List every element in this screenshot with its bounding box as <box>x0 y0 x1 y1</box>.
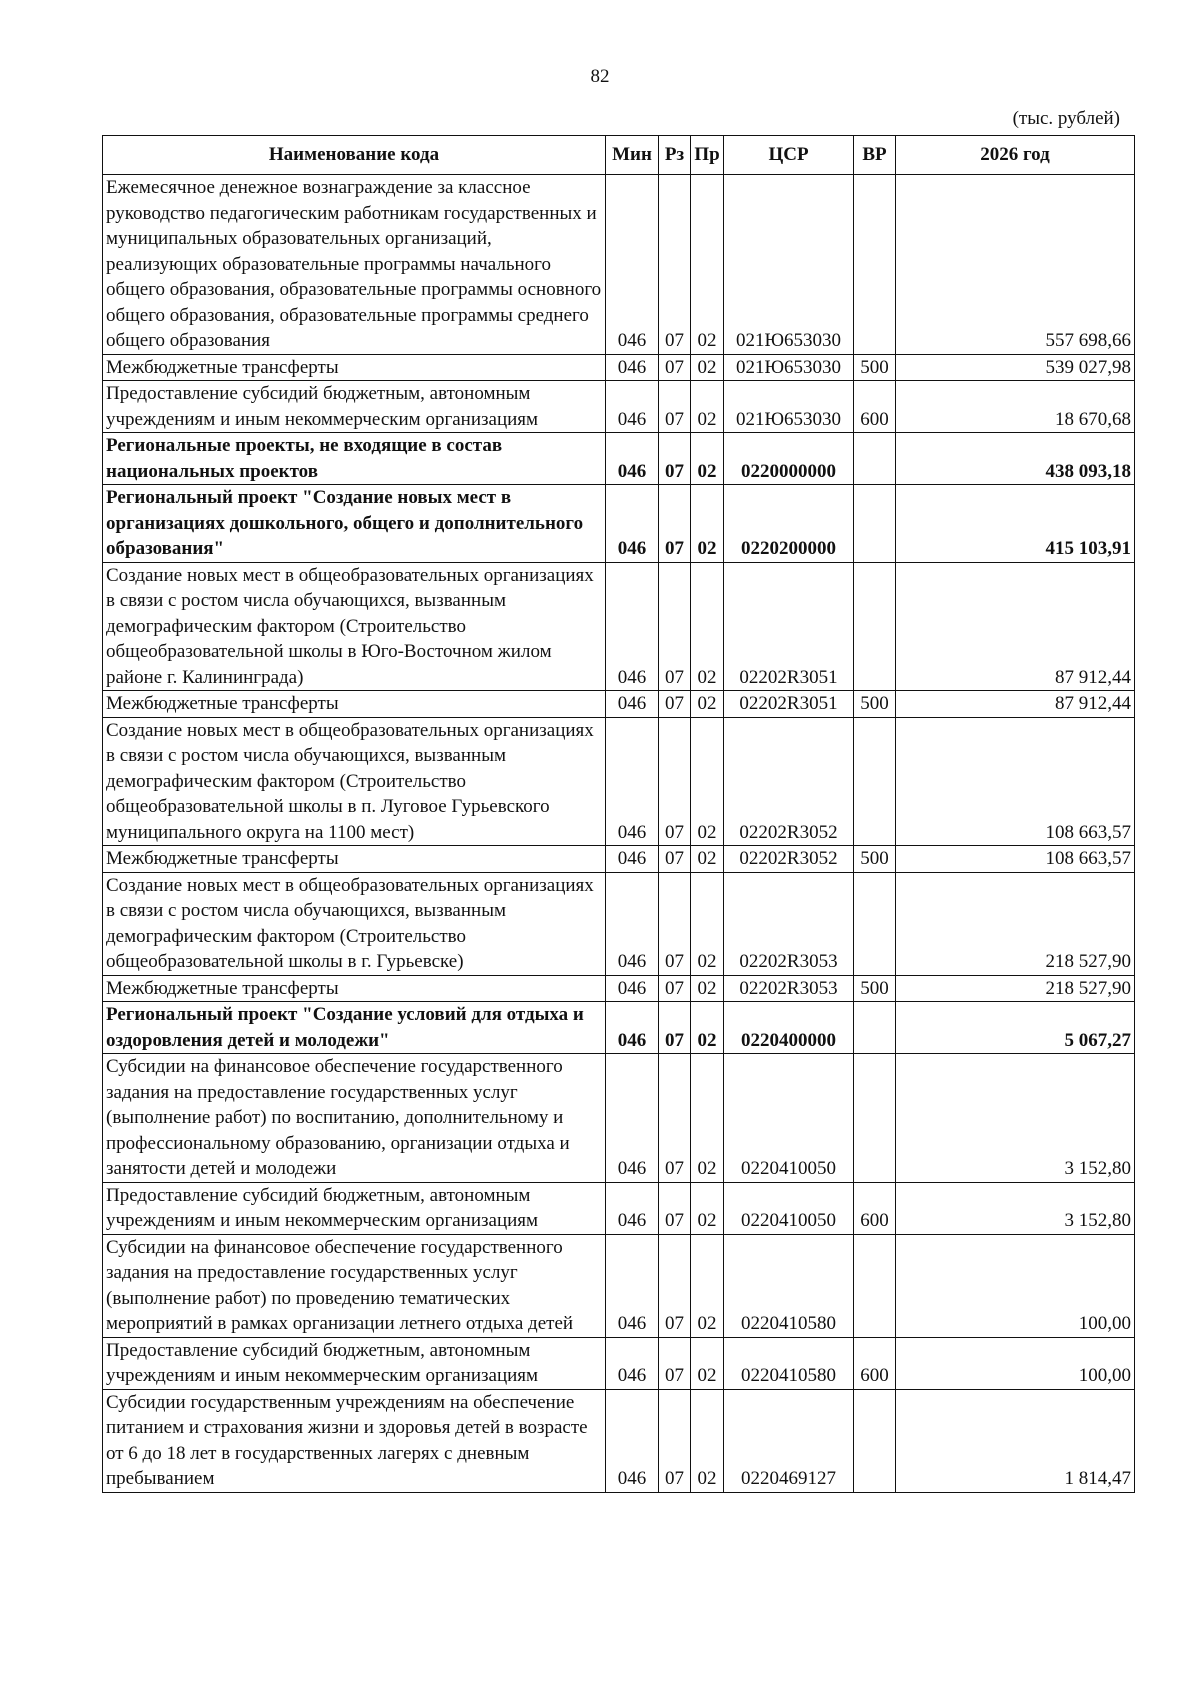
cell-pr: 02 <box>691 1054 724 1183</box>
table-row <box>103 433 1135 485</box>
cell-pr: 02 <box>691 485 724 563</box>
cell-name: Региональные проекты, не входящие в состав национальных проектов <box>103 433 606 485</box>
table-row <box>103 717 1135 846</box>
cell-name: Региональный проект "Создание новых мест в организациях дошкольного, общего и дополнительного образования" <box>103 485 606 563</box>
cell-vr <box>854 485 896 563</box>
cell-min: 046 <box>606 717 659 846</box>
cell-name: Предоставление субсидий бюджетным, автономным учреждениям и иным некоммерческим организациям <box>103 1337 606 1389</box>
cell-vr: 500 <box>854 846 896 873</box>
cell-vr: 500 <box>854 691 896 718</box>
table-row <box>103 872 1135 975</box>
cell-sum: 3 152,80 <box>896 1054 1135 1183</box>
cell-csr: 0220200000 <box>724 485 854 563</box>
cell-rz: 07 <box>659 381 691 433</box>
cell-name: Ежемесячное денежное вознаграждение за классное руководство педагогическим работникам государственных и муниципальных образовательных организаций, реализующих образовательные программы начального общего образования, образовательные программы основного общего образования, образовательные программы среднего общего образования <box>103 175 606 355</box>
cell-min: 046 <box>606 485 659 563</box>
table-row <box>103 1389 1135 1492</box>
cell-vr <box>854 1054 896 1183</box>
cell-sum: 108 663,57 <box>896 846 1135 873</box>
cell-vr <box>854 872 896 975</box>
cell-csr: 02202R3051 <box>724 562 854 691</box>
cell-csr: 02202R3053 <box>724 872 854 975</box>
cell-pr: 02 <box>691 872 724 975</box>
table-body <box>103 175 1135 1493</box>
cell-rz: 07 <box>659 717 691 846</box>
table-row <box>103 485 1135 563</box>
cell-vr <box>854 1002 896 1054</box>
cell-sum: 438 093,18 <box>896 433 1135 485</box>
cell-sum: 5 067,27 <box>896 1002 1135 1054</box>
cell-name: Межбюджетные трансферты <box>103 975 606 1002</box>
cell-vr: 500 <box>854 354 896 381</box>
cell-rz: 07 <box>659 1337 691 1389</box>
cell-min: 046 <box>606 354 659 381</box>
budget-table <box>102 135 1135 1493</box>
cell-csr: 021Ю653030 <box>724 175 854 355</box>
cell-min: 046 <box>606 691 659 718</box>
cell-vr: 600 <box>854 381 896 433</box>
cell-sum: 539 027,98 <box>896 354 1135 381</box>
cell-pr: 02 <box>691 1389 724 1492</box>
cell-rz: 07 <box>659 433 691 485</box>
cell-rz: 07 <box>659 485 691 563</box>
cell-rz: 07 <box>659 846 691 873</box>
cell-rz: 07 <box>659 562 691 691</box>
cell-rz: 07 <box>659 1234 691 1337</box>
cell-sum: 108 663,57 <box>896 717 1135 846</box>
table-row <box>103 1054 1135 1183</box>
cell-rz: 07 <box>659 1002 691 1054</box>
cell-csr: 0220410050 <box>724 1182 854 1234</box>
cell-min: 046 <box>606 175 659 355</box>
cell-csr: 021Ю653030 <box>724 381 854 433</box>
cell-sum: 3 152,80 <box>896 1182 1135 1234</box>
cell-csr: 0220400000 <box>724 1002 854 1054</box>
cell-vr <box>854 175 896 355</box>
cell-pr: 02 <box>691 381 724 433</box>
cell-min: 046 <box>606 381 659 433</box>
cell-vr: 600 <box>854 1337 896 1389</box>
cell-csr: 0220469127 <box>724 1389 854 1492</box>
cell-rz: 07 <box>659 175 691 355</box>
cell-sum: 100,00 <box>896 1337 1135 1389</box>
cell-pr: 02 <box>691 1182 724 1234</box>
cell-sum: 415 103,91 <box>896 485 1135 563</box>
cell-name: Субсидии государственным учреждениям на обеспечение питанием и страхования жизни и здоровья детей в возрасте от 6 до 18 лет в государственных лагерях с дневным пребыванием <box>103 1389 606 1492</box>
cell-sum: 557 698,66 <box>896 175 1135 355</box>
table-row <box>103 381 1135 433</box>
table-row <box>103 1234 1135 1337</box>
cell-rz: 07 <box>659 1389 691 1492</box>
cell-vr: 500 <box>854 975 896 1002</box>
cell-csr: 0220410050 <box>724 1054 854 1183</box>
table-row <box>103 562 1135 691</box>
table-row <box>103 1337 1135 1389</box>
cell-sum: 1 814,47 <box>896 1389 1135 1492</box>
cell-vr <box>854 433 896 485</box>
cell-vr <box>854 1234 896 1337</box>
cell-name: Межбюджетные трансферты <box>103 354 606 381</box>
table-row <box>103 354 1135 381</box>
cell-min: 046 <box>606 1182 659 1234</box>
cell-csr: 02202R3053 <box>724 975 854 1002</box>
cell-csr: 0220000000 <box>724 433 854 485</box>
cell-min: 046 <box>606 1389 659 1492</box>
cell-sum: 18 670,68 <box>896 381 1135 433</box>
cell-sum: 87 912,44 <box>896 691 1135 718</box>
cell-min: 046 <box>606 872 659 975</box>
cell-csr: 02202R3052 <box>724 846 854 873</box>
cell-vr <box>854 1389 896 1492</box>
page-number: 82 <box>590 66 610 87</box>
table-row <box>103 175 1135 355</box>
table-row <box>103 975 1135 1002</box>
cell-csr: 0220410580 <box>724 1234 854 1337</box>
table-row <box>103 846 1135 873</box>
cell-min: 046 <box>606 1234 659 1337</box>
table-row <box>103 691 1135 718</box>
cell-rz: 07 <box>659 1182 691 1234</box>
cell-vr: 600 <box>854 1182 896 1234</box>
cell-min: 046 <box>606 433 659 485</box>
header-rz: Рз <box>659 136 691 175</box>
cell-csr: 0220410580 <box>724 1337 854 1389</box>
cell-name: Создание новых мест в общеобразовательных организациях в связи с ростом числа обучающихся, вызванным демографическим фактором (Строительство общеобразовательной школы в Юго-Восточном жилом районе г. Калининграда) <box>103 562 606 691</box>
cell-pr: 02 <box>691 354 724 381</box>
cell-name: Создание новых мест в общеобразовательных организациях в связи с ростом числа обучающихся, вызванным демографическим фактором (Строительство общеобразовательной школы в г. Гурьевске) <box>103 872 606 975</box>
units-label: (тыс. рублей) <box>1012 108 1120 129</box>
cell-pr: 02 <box>691 562 724 691</box>
header-pr: Пр <box>691 136 724 175</box>
cell-name: Субсидии на финансовое обеспечение государственного задания на предоставление государственных услуг (выполнение работ) по проведению тематических мероприятий в рамках организации летнего отдыха детей <box>103 1234 606 1337</box>
cell-name: Предоставление субсидий бюджетным, автономным учреждениям и иным некоммерческим организациям <box>103 381 606 433</box>
table-row <box>103 1002 1135 1054</box>
cell-name: Субсидии на финансовое обеспечение государственного задания на предоставление государственных услуг (выполнение работ) по воспитанию, дополнительному и профессиональному образованию, организации отдыха и занятости детей и молодежи <box>103 1054 606 1183</box>
cell-pr: 02 <box>691 433 724 485</box>
header-vr: ВР <box>854 136 896 175</box>
cell-sum: 87 912,44 <box>896 562 1135 691</box>
table-row <box>103 1182 1135 1234</box>
table-header <box>103 136 1135 175</box>
cell-pr: 02 <box>691 1337 724 1389</box>
cell-pr: 02 <box>691 691 724 718</box>
cell-pr: 02 <box>691 717 724 846</box>
cell-min: 046 <box>606 975 659 1002</box>
cell-sum: 100,00 <box>896 1234 1135 1337</box>
header-year: 2026 год <box>896 136 1135 175</box>
cell-csr: 02202R3051 <box>724 691 854 718</box>
header-name: Наименование кода <box>103 136 606 175</box>
cell-pr: 02 <box>691 975 724 1002</box>
cell-pr: 02 <box>691 175 724 355</box>
cell-vr <box>854 717 896 846</box>
cell-min: 046 <box>606 1054 659 1183</box>
cell-name: Создание новых мест в общеобразовательных организациях в связи с ростом числа обучающихся, вызванным демографическим фактором (Строительство общеобразовательной школы в п. Луговое Гурьевского муниципального округа на 1100 мест) <box>103 717 606 846</box>
cell-name: Межбюджетные трансферты <box>103 691 606 718</box>
cell-name: Региональный проект "Создание условий для отдыха и оздоровления детей и молодежи" <box>103 1002 606 1054</box>
cell-min: 046 <box>606 1337 659 1389</box>
cell-min: 046 <box>606 846 659 873</box>
cell-pr: 02 <box>691 1002 724 1054</box>
header-csr: ЦСР <box>724 136 854 175</box>
cell-sum: 218 527,90 <box>896 975 1135 1002</box>
cell-csr: 02202R3052 <box>724 717 854 846</box>
cell-min: 046 <box>606 1002 659 1054</box>
cell-rz: 07 <box>659 354 691 381</box>
cell-rz: 07 <box>659 691 691 718</box>
cell-rz: 07 <box>659 1054 691 1183</box>
cell-min: 046 <box>606 562 659 691</box>
cell-vr <box>854 562 896 691</box>
cell-name: Межбюджетные трансферты <box>103 846 606 873</box>
cell-pr: 02 <box>691 1234 724 1337</box>
header-min: Мин <box>606 136 659 175</box>
cell-pr: 02 <box>691 846 724 873</box>
cell-sum: 218 527,90 <box>896 872 1135 975</box>
cell-rz: 07 <box>659 975 691 1002</box>
cell-csr: 021Ю653030 <box>724 354 854 381</box>
cell-name: Предоставление субсидий бюджетным, автономным учреждениям и иным некоммерческим организациям <box>103 1182 606 1234</box>
cell-rz: 07 <box>659 872 691 975</box>
